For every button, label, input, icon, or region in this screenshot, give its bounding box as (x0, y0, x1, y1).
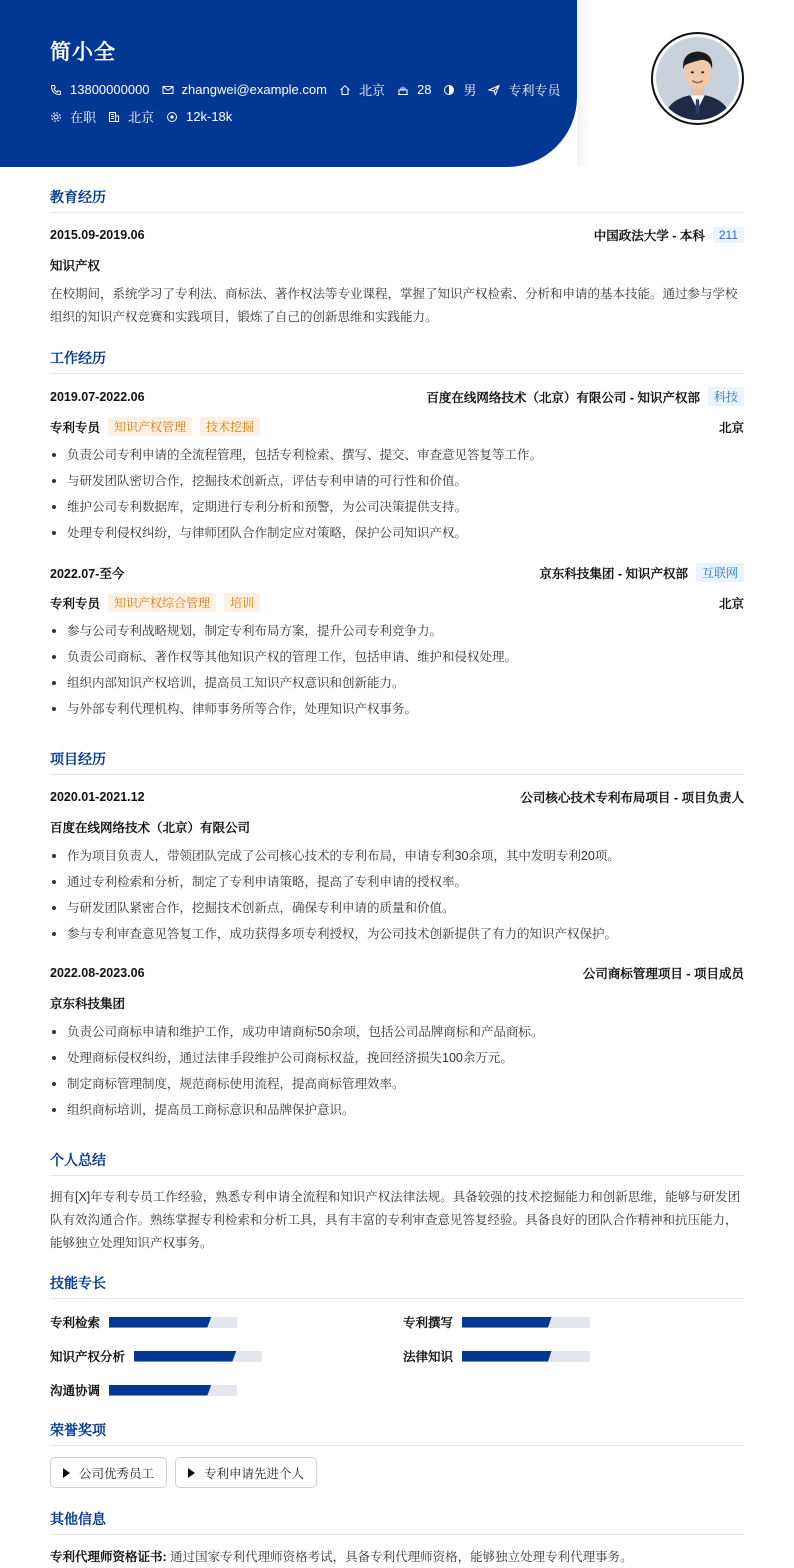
gear-icon (50, 111, 62, 123)
skill-bar (134, 1351, 262, 1362)
project-company: 京东科技集团 (50, 997, 126, 1011)
skill-tag: 知识产权综合管理 (108, 593, 216, 612)
skill-tag: 知识产权管理 (108, 417, 192, 436)
work-1-role-row (50, 417, 744, 436)
city-text: 北京 (358, 83, 385, 98)
list-item: 组织内部知识产权培训，提高员工知识产权意识和创新能力。 (50, 670, 744, 696)
work-role: 专利专员 (50, 420, 101, 435)
skill-name: 沟通协调 (50, 1384, 101, 1398)
award-item (50, 1457, 167, 1488)
skill-tag: 技术挖掘 (200, 417, 260, 436)
education-major-row (50, 256, 744, 274)
skill-bar-fill (462, 1317, 552, 1328)
work-period: 2022.07-至今 (50, 566, 125, 581)
city-info (339, 80, 385, 99)
education-school: 中国政法大学 - 本科 (593, 229, 705, 243)
list-item: 负责公司商标申请和维护工作，成功申请商标50余项，包括公司品牌商标和产品商标。 (50, 1019, 744, 1045)
send-icon (488, 84, 500, 96)
other-section-title: 其他信息 (50, 1509, 744, 1535)
skill-item (50, 1313, 237, 1331)
project-2-company-row (50, 994, 744, 1012)
award-label: 专利申请先进个人 (204, 1466, 305, 1481)
work-section-title: 工作经历 (50, 348, 744, 374)
skill-item (403, 1313, 590, 1331)
work-company: 京东科技集团 - 知识产权部 (539, 566, 688, 581)
project-company: 百度在线网络技术（北京）有限公司 (50, 821, 251, 835)
status-info (50, 107, 96, 126)
work-company: 百度在线网络技术（北京）有限公司 - 知识产权部 (426, 390, 700, 405)
position-text: 专利专员 (508, 83, 561, 98)
work-2-bullets (50, 618, 744, 722)
mail-icon (162, 84, 174, 96)
header-banner (0, 0, 577, 167)
summary-section-title: 个人总结 (50, 1150, 744, 1176)
age-info (397, 82, 431, 97)
skill-tag: 培训 (224, 593, 260, 612)
list-item: 参与专利审查意见答复工作，成功获得多项专利授权，为公司技术创新提供了有力的知识产权保护。 (50, 921, 744, 947)
list-item: 作为项目负责人，带领团队完成了公司核心技术的专利布局，申请专利30余项，其中发明专利20项。 (50, 843, 744, 869)
contact-row (50, 80, 572, 99)
project-1-bullets (50, 843, 744, 947)
project-1-company-row (50, 818, 744, 836)
project-title: 公司商标管理项目 - 项目成员 (582, 967, 744, 981)
phone-text: 13800000000 (70, 82, 150, 97)
education-description: 在校期间，系统学习了专利法、商标法、著作权法等专业课程，掌握了知识产权检索、分析和申请的基本技能。通过参与学校组织的知识产权竞赛和实践项目，锻炼了自己的创新思维和实践能力。 (50, 287, 738, 324)
list-item: 处理商标侵权纠纷，通过法律手段维护公司商标权益，挽回经济损失100余万元。 (50, 1045, 744, 1071)
list-item: 处理专利侵权纠纷，与律师团队合作制定应对策略，保护公司知识产权。 (50, 520, 744, 546)
list-item: 负责公司专利申请的全流程管理，包括专利检索、撰写、提交、审查意见答复等工作。 (50, 442, 744, 468)
list-item: 与研发团队密切合作，挖掘技术创新点，评估专利申请的可行性和价值。 (50, 468, 744, 494)
status-text: 在职 (70, 110, 97, 125)
skill-name: 专利撰写 (403, 1316, 454, 1330)
skill-bar-fill (109, 1317, 211, 1328)
home-icon (339, 84, 351, 96)
project-2-bullets (50, 1019, 744, 1123)
education-header-row (50, 226, 744, 244)
target-city-text: 北京 (128, 110, 155, 125)
summary-text: 拥有[X]年专利专员工作经验，熟悉专利申请全流程和知识产权法律法规。具备较强的技术挖掘能力和创新思维，能够与研发团队有效沟通合作。熟练掌握专利检索和分析工具，具有丰富的专利审查意见答复经验。具备良好的团队合作精神和抗压能力，能够独立处理知识产权事务。 (50, 1190, 741, 1250)
email-text: zhangwei@example.com (181, 82, 327, 97)
list-item: 通过专利检索和分析，制定了专利申请策略，提高了专利申请的授权率。 (50, 869, 744, 895)
skill-bar-fill (462, 1351, 552, 1362)
skill-bar (462, 1317, 590, 1328)
skill-bar (109, 1317, 237, 1328)
skill-bar-fill (109, 1385, 211, 1396)
list-item: 与外部专利代理机构、律师事务所等合作，处理知识产权事务。 (50, 696, 744, 722)
project-period: 2022.08-2023.06 (50, 966, 145, 980)
gender-text: 男 (463, 83, 477, 98)
work-period: 2019.07-2022.06 (50, 389, 145, 404)
target-icon (166, 111, 178, 123)
status-row (50, 107, 244, 126)
work-1-bullets (50, 442, 744, 546)
header-shadow (577, 0, 592, 167)
work-role: 专利专员 (50, 596, 101, 611)
award-item (175, 1457, 317, 1488)
skill-bar (109, 1385, 237, 1396)
skill-item (50, 1381, 237, 1399)
skill-name: 专利检索 (50, 1316, 101, 1330)
project-title: 公司核心技术专利布局项目 - 项目负责人 (520, 791, 744, 805)
work-1-header-row (50, 387, 744, 406)
gender-icon (443, 84, 455, 96)
skill-name: 知识产权分析 (50, 1350, 126, 1364)
list-item: 组织商标培训，提高员工商标意识和品牌保护意识。 (50, 1097, 744, 1123)
play-triangle-icon (63, 1468, 70, 1478)
skill-name: 法律知识 (403, 1350, 454, 1364)
list-item: 与研发团队紧密合作，挖掘技术创新点，确保专利申请的质量和价值。 (50, 895, 744, 921)
building-icon (108, 111, 120, 123)
skill-bar-fill (134, 1351, 236, 1362)
certificate-text: 通过国家专利代理师资格考试，具备专利代理师资格，能够独立处理专利代理事务。 (170, 1550, 633, 1564)
work-location: 北京 (718, 420, 744, 435)
education-major: 知识产权 (50, 259, 101, 273)
skill-bar (462, 1351, 590, 1362)
portrait-image (656, 37, 739, 120)
education-section-title: 教育经历 (50, 187, 744, 213)
school-tag: 211 (713, 227, 744, 243)
awards-list (50, 1457, 325, 1488)
age-text: 28 (416, 82, 432, 97)
work-location: 北京 (718, 596, 744, 611)
list-item: 制定商标管理制度，规范商标使用流程，提高商标管理效率。 (50, 1071, 744, 1097)
education-period: 2015.09-2019.06 (50, 228, 145, 242)
honors-section-title: 荣誉奖项 (50, 1420, 744, 1446)
skills-section-title: 技能专长 (50, 1273, 744, 1299)
avatar (651, 32, 744, 125)
skill-item (50, 1347, 262, 1365)
industry-tag: 互联网 (696, 563, 744, 582)
list-item: 负责公司商标、著作权等其他知识产权的管理工作，包括申请、维护和侵权处理。 (50, 644, 744, 670)
target-city-info (108, 107, 154, 126)
award-label: 公司优秀员工 (79, 1466, 155, 1481)
project-period: 2020.01-2021.12 (50, 790, 145, 804)
other-info (50, 1547, 633, 1565)
project-2-header-row (50, 964, 744, 982)
candidate-name: 简小全 (50, 41, 116, 64)
salary-text: 12k-18k (186, 109, 233, 124)
play-triangle-icon (188, 1468, 195, 1478)
email-info (162, 82, 327, 97)
phone-icon (50, 84, 62, 96)
cake-icon (397, 84, 409, 96)
industry-tag: 科技 (708, 387, 744, 406)
skill-item (403, 1347, 590, 1365)
position-info (488, 80, 560, 99)
phone-info (50, 82, 150, 97)
project-1-header-row (50, 788, 744, 806)
project-section-title: 项目经历 (50, 749, 744, 775)
salary-info (166, 109, 232, 124)
work-2-header-row (50, 563, 744, 582)
list-item: 维护公司专利数据库，定期进行专利分析和预警，为公司决策提供支持。 (50, 494, 744, 520)
gender-info (443, 80, 476, 99)
work-2-role-row (50, 593, 744, 612)
list-item: 参与公司专利战略规划，制定专利布局方案，提升公司专利竞争力。 (50, 618, 744, 644)
certificate-label: 专利代理师资格证书: (50, 1550, 167, 1564)
